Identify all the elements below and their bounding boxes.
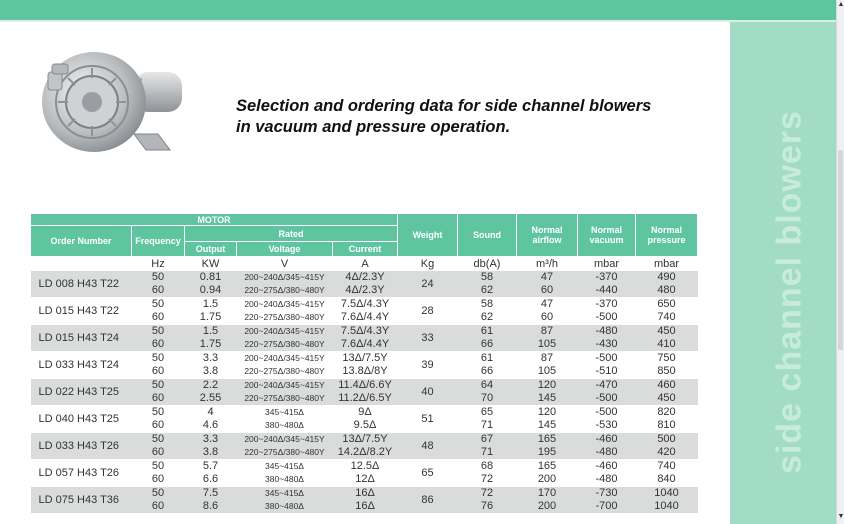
side-banner-text: side channel blowers [770, 110, 809, 474]
header-vacuum: Normal vacuum [578, 214, 636, 257]
order-number-cell: LD 015 H43 T22 [31, 298, 132, 325]
freq-cell [132, 406, 185, 433]
sound-cell [458, 325, 517, 352]
sound-value: 62 [480, 311, 494, 324]
sound-value: 71 [480, 419, 494, 432]
freq-value: 50 [151, 325, 165, 338]
order-number-cell: LD 022 H43 T25 [31, 379, 132, 406]
output-value: 4.6 [202, 419, 219, 432]
order-number-cell: LD 033 H43 T24 [31, 352, 132, 379]
voltage-value: 200~240Δ/345~415Y [244, 326, 325, 337]
airflow-value: 165 [537, 433, 557, 446]
header-airflow: Normal airflow [517, 214, 578, 257]
weight-cell: 40 [398, 379, 458, 406]
weight-cell: 48 [398, 433, 458, 460]
freq-value: 60 [151, 284, 165, 297]
sound-cell [458, 460, 517, 487]
current-value: 4Δ/2.3Y [345, 284, 385, 297]
vacuum-value: -730 [595, 487, 618, 500]
table-row [31, 325, 698, 352]
pressure-cell [636, 352, 698, 379]
freq-cell [132, 271, 185, 298]
sound-value: 72 [480, 473, 494, 486]
table-row [31, 271, 698, 298]
output-value: 3.3 [202, 352, 219, 365]
unit-pressure-mbar: mbar [636, 257, 698, 272]
unit-db: db(A) [458, 257, 517, 272]
voltage-cell [237, 460, 333, 487]
airflow-value: 165 [537, 460, 557, 473]
vacuum-cell [578, 379, 636, 406]
freq-cell [132, 379, 185, 406]
airflow-cell [517, 379, 578, 406]
pressure-value: 500 [657, 433, 676, 446]
vacuum-value: -500 [595, 311, 618, 324]
pressure-cell [636, 406, 698, 433]
current-value: 11.2Δ/6.5Y [338, 392, 392, 405]
current-cell [333, 352, 398, 379]
table-row [31, 298, 698, 325]
output-cell [185, 325, 237, 352]
sound-cell [458, 379, 517, 406]
output-value: 3.3 [202, 433, 219, 446]
airflow-value: 87 [540, 352, 554, 365]
current-value: 13Δ/7.5Y [342, 433, 388, 446]
weight-cell: 33 [398, 325, 458, 352]
voltage-cell [237, 352, 333, 379]
airflow-value: 105 [537, 338, 557, 351]
header-output: Output [185, 242, 237, 257]
sound-cell [458, 406, 517, 433]
freq-cell [132, 487, 185, 514]
current-cell [333, 487, 398, 514]
voltage-value: 220~275Δ/380~480Y [244, 339, 325, 350]
vacuum-value: -500 [595, 352, 618, 365]
pressure-value: 840 [657, 473, 676, 486]
current-value: 11.4Δ/6.6Y [338, 379, 392, 392]
output-cell [185, 487, 237, 514]
pressure-value: 820 [657, 406, 676, 419]
freq-value: 60 [151, 311, 165, 324]
airflow-cell [517, 487, 578, 514]
output-cell [185, 352, 237, 379]
pressure-value: 740 [657, 311, 676, 324]
sound-value: 64 [480, 379, 494, 392]
airflow-value: 200 [537, 473, 557, 486]
airflow-cell [517, 460, 578, 487]
output-cell [185, 406, 237, 433]
output-value: 4 [207, 406, 214, 419]
unit-a: A [333, 257, 398, 272]
current-cell [333, 460, 398, 487]
sound-value: 62 [480, 284, 494, 297]
vacuum-value: -480 [595, 446, 618, 459]
current-value: 7.5Δ/4.3Y [340, 325, 390, 338]
unit-kw: KW [185, 257, 237, 272]
freq-value: 50 [151, 271, 165, 284]
airflow-value: 145 [537, 392, 557, 405]
airflow-value: 47 [540, 298, 554, 311]
spec-table-body [31, 271, 698, 514]
sound-cell [458, 487, 517, 514]
sound-cell [458, 352, 517, 379]
order-number-cell: LD 057 H43 T26 [31, 460, 132, 487]
voltage-cell [237, 298, 333, 325]
header-pressure: Normal pressure [636, 214, 698, 257]
pressure-cell [636, 487, 698, 514]
pressure-cell [636, 379, 698, 406]
side-channel-blower-photo [34, 42, 194, 162]
freq-cell [132, 433, 185, 460]
output-cell [185, 271, 237, 298]
unit-kg: Kg [398, 257, 458, 272]
current-value: 13Δ/7.5Y [342, 352, 388, 365]
output-value: 0.94 [199, 284, 222, 297]
current-value: 7.6Δ/4.4Y [340, 311, 390, 324]
vacuum-value: -460 [595, 433, 618, 446]
pressure-cell [636, 298, 698, 325]
vacuum-value: -530 [595, 419, 618, 432]
arrow-down-icon[interactable]: ▼ [837, 513, 844, 520]
unit-vacuum-mbar: mbar [578, 257, 636, 272]
output-cell [185, 298, 237, 325]
sound-cell [458, 271, 517, 298]
sound-value: 67 [480, 433, 494, 446]
freq-cell [132, 298, 185, 325]
vacuum-value: -430 [595, 338, 618, 351]
airflow-value: 170 [537, 487, 557, 500]
table-row [31, 379, 698, 406]
voltage-value: 200~240Δ/345~415Y [244, 299, 325, 310]
voltage-value: 220~275Δ/380~480Y [244, 393, 325, 404]
vacuum-value: -700 [595, 500, 618, 513]
sound-value: 61 [480, 325, 494, 338]
current-cell [333, 406, 398, 433]
table-row [31, 487, 698, 514]
voltage-value: 220~275Δ/380~480Y [244, 447, 325, 458]
airflow-value: 195 [537, 446, 557, 459]
sound-value: 71 [480, 446, 494, 459]
vacuum-value: -460 [595, 460, 618, 473]
output-value: 1.5 [202, 325, 219, 338]
airflow-value: 120 [537, 406, 557, 419]
voltage-value: 220~275Δ/380~480Y [244, 285, 325, 296]
voltage-cell [237, 406, 333, 433]
output-value: 3.8 [202, 446, 219, 459]
vacuum-value: -370 [595, 271, 618, 284]
voltage-value: 380~480Δ [264, 474, 304, 485]
current-value: 13.8Δ/8Y [342, 365, 388, 378]
output-value: 2.55 [199, 392, 222, 405]
output-value: 6.6 [202, 473, 219, 486]
airflow-value: 105 [537, 365, 557, 378]
vacuum-cell [578, 460, 636, 487]
output-value: 5.7 [202, 460, 219, 473]
pressure-value: 450 [657, 325, 676, 338]
voltage-value: 220~275Δ/380~480Y [244, 312, 325, 323]
airflow-value: 200 [537, 500, 557, 513]
voltage-value: 345~415Δ [264, 407, 304, 418]
pressure-value: 480 [657, 284, 676, 297]
pressure-value: 420 [657, 446, 676, 459]
pressure-value: 650 [657, 298, 676, 311]
voltage-cell [237, 379, 333, 406]
freq-value: 60 [151, 446, 165, 459]
current-value: 7.5Δ/4.3Y [340, 298, 390, 311]
page-headline [236, 96, 716, 138]
freq-value: 60 [151, 338, 165, 351]
vacuum-cell [578, 433, 636, 460]
unit-hz: Hz [132, 257, 185, 272]
vacuum-value: -370 [595, 298, 618, 311]
weight-cell: 86 [398, 487, 458, 514]
order-number-cell: LD 033 H43 T26 [31, 433, 132, 460]
sound-value: 65 [480, 406, 494, 419]
headline-line-2: in vacuum and pressure operation. [236, 118, 511, 136]
airflow-cell [517, 325, 578, 352]
current-value: 9Δ [358, 406, 372, 419]
output-value: 1.5 [202, 298, 219, 311]
freq-cell [132, 352, 185, 379]
weight-cell: 65 [398, 460, 458, 487]
output-value: 8.6 [202, 500, 219, 513]
top-banner [0, 0, 836, 20]
freq-value: 50 [151, 352, 165, 365]
weight-cell: 24 [398, 271, 458, 298]
pressure-value: 750 [657, 352, 676, 365]
header-motor: MOTOR [31, 214, 398, 226]
voltage-value: 200~240Δ/345~415Y [244, 380, 325, 391]
airflow-value: 145 [537, 419, 557, 432]
current-cell [333, 325, 398, 352]
pressure-value: 850 [657, 365, 676, 378]
airflow-value: 60 [540, 284, 554, 297]
weight-cell: 39 [398, 352, 458, 379]
header-sound: Sound [458, 214, 517, 257]
airflow-value: 120 [537, 379, 557, 392]
vacuum-value: -510 [595, 365, 618, 378]
header-voltage: Voltage [237, 242, 333, 257]
freq-cell [132, 325, 185, 352]
current-value: 12.5Δ [350, 460, 380, 473]
pressure-cell [636, 271, 698, 298]
table-row [31, 433, 698, 460]
sound-value: 72 [480, 487, 494, 500]
unit-v: V [237, 257, 333, 272]
freq-value: 60 [151, 365, 165, 378]
sound-value: 68 [480, 460, 494, 473]
pressure-value: 490 [657, 271, 676, 284]
vacuum-cell [578, 406, 636, 433]
unit-m3h: m³/h [517, 257, 578, 272]
freq-value: 50 [151, 379, 165, 392]
freq-value: 60 [151, 392, 165, 405]
header-order-number: Order Number [31, 226, 132, 257]
freq-value: 50 [151, 298, 165, 311]
airflow-value: 60 [540, 311, 554, 324]
current-cell [333, 271, 398, 298]
output-value: 1.75 [199, 311, 222, 324]
output-cell [185, 379, 237, 406]
freq-value: 50 [151, 460, 165, 473]
sound-value: 58 [480, 271, 494, 284]
output-cell [185, 460, 237, 487]
spec-table [30, 213, 698, 514]
current-value: 16Δ [355, 500, 375, 513]
current-cell [333, 298, 398, 325]
pressure-value: 460 [657, 379, 676, 392]
current-cell [333, 379, 398, 406]
vacuum-value: -440 [595, 284, 618, 297]
sound-value: 70 [480, 392, 494, 405]
voltage-value: 200~240Δ/345~415Y [244, 434, 325, 445]
pressure-cell [636, 433, 698, 460]
sound-value: 66 [480, 365, 494, 378]
table-row [31, 352, 698, 379]
sound-value: 61 [480, 352, 494, 365]
weight-cell: 28 [398, 298, 458, 325]
vacuum-cell [578, 298, 636, 325]
voltage-value: 345~415Δ [264, 461, 304, 472]
vacuum-value: -500 [595, 406, 618, 419]
vacuum-cell [578, 325, 636, 352]
sound-cell [458, 433, 517, 460]
output-value: 1.75 [199, 338, 222, 351]
freq-value: 50 [151, 433, 165, 446]
output-cell [185, 433, 237, 460]
vacuum-cell [578, 352, 636, 379]
sound-cell [458, 298, 517, 325]
voltage-value: 220~275Δ/380~480Y [244, 366, 325, 377]
pressure-value: 410 [657, 338, 676, 351]
airflow-cell [517, 298, 578, 325]
sound-value: 58 [480, 298, 494, 311]
pressure-value: 810 [657, 419, 676, 432]
header-rated: Rated [185, 226, 398, 242]
output-value: 7.5 [202, 487, 219, 500]
pressure-value: 1040 [654, 487, 679, 500]
airflow-cell [517, 352, 578, 379]
freq-value: 60 [151, 500, 165, 513]
vertical-scrollbar[interactable] [836, 0, 844, 524]
table-row [31, 406, 698, 433]
voltage-cell [237, 433, 333, 460]
vacuum-value: -500 [595, 392, 618, 405]
vacuum-value: -480 [595, 325, 618, 338]
arrow-up-icon[interactable]: ▲ [837, 1, 844, 8]
side-panel [730, 22, 836, 524]
voltage-cell [237, 271, 333, 298]
airflow-value: 87 [540, 325, 554, 338]
sound-value: 66 [480, 338, 494, 351]
header-frequency: Frequency [132, 226, 185, 257]
order-number-cell: LD 075 H43 T36 [31, 487, 132, 514]
vacuum-value: -480 [595, 473, 618, 486]
current-value: 4Δ/2.3Y [345, 271, 385, 284]
order-number-cell: LD 015 H43 T24 [31, 325, 132, 352]
pressure-cell [636, 460, 698, 487]
pressure-value: 450 [657, 392, 676, 405]
scrollbar-thumb[interactable] [838, 150, 843, 350]
table-row [31, 460, 698, 487]
freq-value: 50 [151, 487, 165, 500]
current-value: 12Δ [355, 473, 375, 486]
airflow-cell [517, 406, 578, 433]
pressure-value: 1040 [654, 500, 679, 513]
voltage-cell [237, 325, 333, 352]
sound-value: 76 [480, 500, 494, 513]
airflow-value: 47 [540, 271, 554, 284]
current-value: 7.6Δ/4.4Y [340, 338, 390, 351]
output-value: 2.2 [202, 379, 219, 392]
airflow-cell [517, 433, 578, 460]
current-value: 16Δ [355, 487, 375, 500]
freq-cell [132, 460, 185, 487]
voltage-cell [237, 487, 333, 514]
units-row [31, 257, 698, 272]
airflow-cell [517, 271, 578, 298]
current-value: 14.2Δ/8.2Y [337, 446, 393, 459]
freq-value: 50 [151, 406, 165, 419]
output-value: 0.81 [199, 271, 222, 284]
voltage-value: 200~240Δ/345~415Y [244, 272, 325, 283]
vacuum-cell [578, 487, 636, 514]
freq-value: 60 [151, 419, 165, 432]
pressure-value: 740 [657, 460, 676, 473]
top-banner-shadow [0, 20, 836, 22]
voltage-value: 345~415Δ [264, 488, 304, 499]
headline-line-1: Selection and ordering data for side channel blowers [236, 97, 652, 115]
pressure-cell [636, 325, 698, 352]
voltage-value: 380~480Δ [264, 420, 304, 431]
output-value: 3.8 [202, 365, 219, 378]
freq-value: 60 [151, 473, 165, 486]
voltage-value: 380~480Δ [264, 501, 304, 512]
vacuum-value: -470 [595, 379, 618, 392]
voltage-value: 200~240Δ/345~415Y [244, 353, 325, 364]
header-current: Current [333, 242, 398, 257]
header-weight: Weight [398, 214, 458, 257]
current-value: 9.5Δ [353, 419, 377, 432]
weight-cell: 51 [398, 406, 458, 433]
order-number-cell: LD 040 H43 T25 [31, 406, 132, 433]
vacuum-cell [578, 271, 636, 298]
current-cell [333, 433, 398, 460]
order-number-cell: LD 008 H43 T22 [31, 271, 132, 298]
